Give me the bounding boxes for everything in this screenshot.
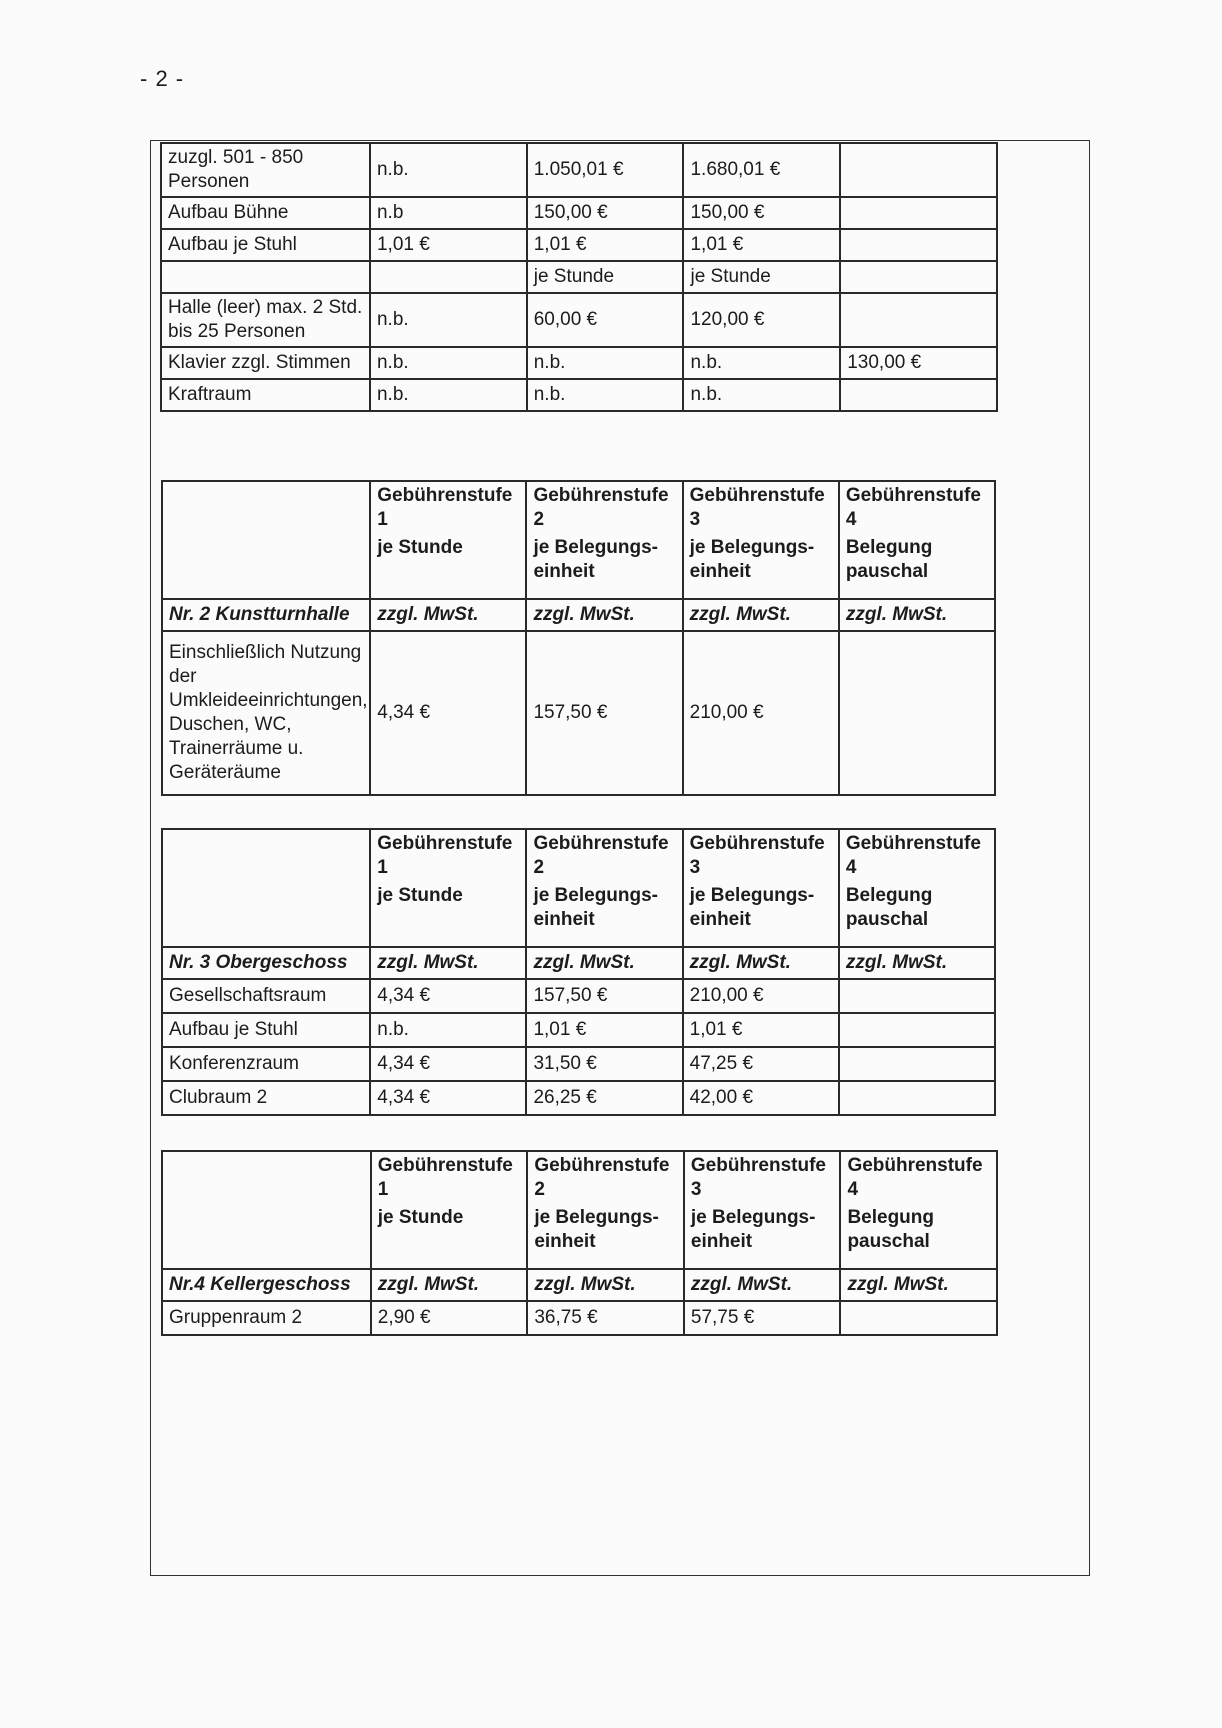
fee-table-kellergeschoss bbox=[161, 1150, 998, 1336]
header-row bbox=[162, 1151, 997, 1269]
table-row bbox=[161, 347, 997, 379]
cell-stufe-3: 1.680,01 € bbox=[683, 143, 840, 197]
cell-stufe-4 bbox=[839, 631, 995, 795]
header-stufe-2: Gebührenstufe 2 je Belegungs-einheit bbox=[527, 1151, 684, 1269]
header-stufe-1: Gebührenstufe 1 je Stunde bbox=[370, 829, 526, 947]
cell-stufe-1: n.b. bbox=[370, 1013, 526, 1047]
mwst-note: zzgl. MwSt. bbox=[527, 1269, 684, 1301]
cell-stufe-2: 26,25 € bbox=[526, 1081, 682, 1115]
cell-stufe-3: 1,01 € bbox=[683, 229, 840, 261]
mwst-note: zzgl. MwSt. bbox=[370, 599, 526, 631]
header-stufe-1: Gebührenstufe 1 je Stunde bbox=[371, 1151, 528, 1269]
mwst-note: zzgl. MwSt. bbox=[683, 599, 839, 631]
table-row bbox=[162, 1013, 995, 1047]
cell-stufe-3: 210,00 € bbox=[683, 631, 839, 795]
cell-stufe-3: 42,00 € bbox=[683, 1081, 839, 1115]
cell-stufe-1: 2,90 € bbox=[371, 1301, 528, 1335]
cell-stufe-4 bbox=[840, 1301, 997, 1335]
cell-stufe-3: 57,75 € bbox=[684, 1301, 841, 1335]
row-label: Gesellschaftsraum bbox=[162, 979, 370, 1013]
section-title: Nr.4 Kellergeschoss bbox=[162, 1269, 371, 1301]
table-row bbox=[161, 293, 997, 347]
header-empty-cell bbox=[162, 1151, 371, 1269]
cell-stufe-1: n.b. bbox=[370, 379, 527, 411]
header-stufe-4: Gebührenstufe 4 Belegung pauschal bbox=[839, 481, 995, 599]
cell-stufe-3: 120,00 € bbox=[683, 293, 840, 347]
table-row bbox=[162, 1081, 995, 1115]
cell-stufe-1: n.b. bbox=[370, 143, 527, 197]
mwst-note: zzgl. MwSt. bbox=[839, 599, 995, 631]
mwst-note: zzgl. MwSt. bbox=[683, 947, 839, 979]
row-label: Aufbau je Stuhl bbox=[162, 1013, 370, 1047]
cell-stufe-4 bbox=[840, 229, 997, 261]
row-label: Einschließlich Nutzung der Umkleideeinrichtungen, Duschen, WC, Trainerräume u. Geräteräume bbox=[162, 631, 370, 795]
cell-stufe-1: n.b. bbox=[370, 347, 527, 379]
cell-stufe-2: 157,50 € bbox=[526, 631, 682, 795]
cell-stufe-2: 157,50 € bbox=[526, 979, 682, 1013]
section-title: Nr. 2 Kunstturnhalle bbox=[162, 599, 370, 631]
cell-stufe-4 bbox=[840, 379, 997, 411]
header-stufe-3: Gebührenstufe 3 je Belegungs-einheit bbox=[683, 829, 839, 947]
cell-stufe-2: 1.050,01 € bbox=[527, 143, 684, 197]
cell-stufe-4: 130,00 € bbox=[840, 347, 997, 379]
cell-stufe-2: 36,75 € bbox=[527, 1301, 684, 1335]
header-stufe-3: Gebührenstufe 3 je Belegungs-einheit bbox=[684, 1151, 841, 1269]
table-row bbox=[162, 979, 995, 1013]
cell-stufe-3: 150,00 € bbox=[683, 197, 840, 229]
cell-stufe-1: n.b bbox=[370, 197, 527, 229]
row-label: Aufbau Bühne bbox=[161, 197, 370, 229]
cell-stufe-1: n.b. bbox=[370, 293, 527, 347]
fee-table-continued bbox=[160, 142, 998, 412]
cell-stufe-4 bbox=[840, 197, 997, 229]
section-row bbox=[162, 1269, 997, 1301]
cell-stufe-3: 47,25 € bbox=[683, 1047, 839, 1081]
row-label: Konferenzraum bbox=[162, 1047, 370, 1081]
mwst-note: zzgl. MwSt. bbox=[684, 1269, 841, 1301]
table-row bbox=[161, 261, 997, 293]
header-stufe-1: Gebührenstufe 1 je Stunde bbox=[370, 481, 526, 599]
cell-stufe-4 bbox=[840, 261, 997, 293]
mwst-note: zzgl. MwSt. bbox=[839, 947, 995, 979]
row-label: Gruppenraum 2 bbox=[162, 1301, 371, 1335]
cell-stufe-2: 60,00 € bbox=[527, 293, 684, 347]
fee-table-kunstturnhalle bbox=[161, 480, 996, 796]
cell-stufe-2: 1,01 € bbox=[526, 1013, 682, 1047]
header-empty-cell bbox=[162, 481, 370, 599]
cell-stufe-1: 1,01 € bbox=[370, 229, 527, 261]
cell-stufe-4 bbox=[839, 979, 995, 1013]
table-row bbox=[162, 631, 995, 795]
row-label: Halle (leer) max. 2 Std. bis 25 Personen bbox=[161, 293, 370, 347]
cell-stufe-1 bbox=[370, 261, 527, 293]
table-row bbox=[161, 229, 997, 261]
header-row bbox=[162, 481, 995, 599]
cell-stufe-4 bbox=[839, 1081, 995, 1115]
cell-stufe-1: 4,34 € bbox=[370, 631, 526, 795]
cell-stufe-3: n.b. bbox=[683, 379, 840, 411]
table-row bbox=[161, 197, 997, 229]
cell-stufe-3: je Stunde bbox=[683, 261, 840, 293]
cell-stufe-4 bbox=[840, 143, 997, 197]
page-number: - 2 - bbox=[140, 66, 185, 91]
cell-stufe-2: 1,01 € bbox=[527, 229, 684, 261]
row-label: zuzgl. 501 - 850 Personen bbox=[161, 143, 370, 197]
mwst-note: zzgl. MwSt. bbox=[526, 599, 682, 631]
section-title: Nr. 3 Obergeschoss bbox=[162, 947, 370, 979]
header-empty-cell bbox=[162, 829, 370, 947]
fee-table-obergeschoss bbox=[161, 828, 996, 1116]
cell-stufe-2: n.b. bbox=[527, 379, 684, 411]
header-stufe-4: Gebührenstufe 4 Belegung pauschal bbox=[840, 1151, 997, 1269]
header-stufe-2: Gebührenstufe 2 je Belegungs-einheit bbox=[526, 481, 682, 599]
mwst-note: zzgl. MwSt. bbox=[840, 1269, 997, 1301]
cell-stufe-3: 210,00 € bbox=[683, 979, 839, 1013]
cell-stufe-1: 4,34 € bbox=[370, 1047, 526, 1081]
header-stufe-3: Gebührenstufe 3 je Belegungs-einheit bbox=[683, 481, 839, 599]
mwst-note: zzgl. MwSt. bbox=[370, 947, 526, 979]
cell-stufe-4 bbox=[840, 293, 997, 347]
cell-stufe-2: n.b. bbox=[527, 347, 684, 379]
row-label: Klavier zzgl. Stimmen bbox=[161, 347, 370, 379]
table-row bbox=[161, 379, 997, 411]
header-stufe-4: Gebührenstufe 4 Belegung pauschal bbox=[839, 829, 995, 947]
row-label bbox=[161, 261, 370, 293]
cell-stufe-1: 4,34 € bbox=[370, 1081, 526, 1115]
section-row bbox=[162, 599, 995, 631]
cell-stufe-4 bbox=[839, 1047, 995, 1081]
table-row bbox=[162, 1301, 997, 1335]
row-label: Clubraum 2 bbox=[162, 1081, 370, 1115]
cell-stufe-1: 4,34 € bbox=[370, 979, 526, 1013]
mwst-note: zzgl. MwSt. bbox=[526, 947, 682, 979]
table-row bbox=[162, 1047, 995, 1081]
cell-stufe-2: 150,00 € bbox=[527, 197, 684, 229]
section-row bbox=[162, 947, 995, 979]
row-label: Kraftraum bbox=[161, 379, 370, 411]
cell-stufe-3: n.b. bbox=[683, 347, 840, 379]
cell-stufe-3: 1,01 € bbox=[683, 1013, 839, 1047]
cell-stufe-2: je Stunde bbox=[527, 261, 684, 293]
mwst-note: zzgl. MwSt. bbox=[371, 1269, 528, 1301]
table-row bbox=[161, 143, 997, 197]
cell-stufe-2: 31,50 € bbox=[526, 1047, 682, 1081]
row-label: Aufbau je Stuhl bbox=[161, 229, 370, 261]
cell-stufe-4 bbox=[839, 1013, 995, 1047]
header-row bbox=[162, 829, 995, 947]
header-stufe-2: Gebührenstufe 2 je Belegungs-einheit bbox=[526, 829, 682, 947]
